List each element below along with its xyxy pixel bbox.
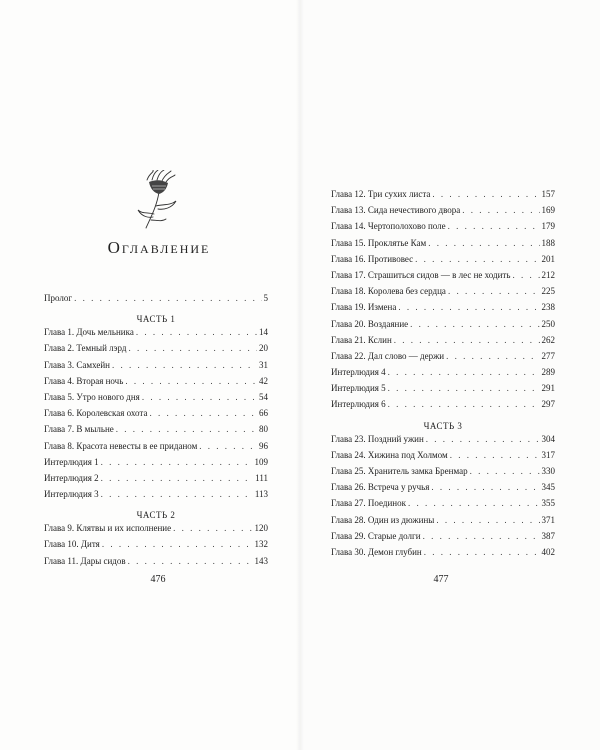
toc-left-column [44,293,268,572]
entry-page-number: 169 [541,205,555,216]
entry-page-number: 304 [541,433,555,444]
dot-leader [101,473,253,483]
entry-title: Глава 9. Клятвы и их исполнение [44,523,172,534]
entry-page-number: 355 [541,498,555,509]
toc-entry[interactable] [331,270,555,286]
entry-title: Глава 7. В мыльне [44,424,114,435]
entry-page-number: 188 [541,237,555,248]
entry-title: Глава 10. Дитя [44,539,100,550]
dot-leader [470,466,540,476]
toc-entry[interactable] [331,351,555,367]
entry-title: Глава 14. Чертополохово поле [331,221,446,232]
entry-page-number: 20 [259,343,268,354]
entry-page-number: 109 [254,456,268,467]
toc-entry[interactable] [44,457,268,473]
entry-title: Пролог [44,293,73,303]
entry-page-number: 225 [541,286,555,297]
dot-leader [448,286,540,296]
entry-page-number: 289 [541,367,555,378]
entry-page-number: 297 [541,399,555,410]
entry-title: Глава 5. Утро нового дня [44,391,140,402]
toc-entry[interactable] [331,450,555,466]
toc-entry[interactable] [331,482,555,498]
dot-leader [423,531,540,541]
dot-leader [426,434,540,444]
entry-title: Глава 12. Три сухих листа [331,189,431,199]
entry-page-number: 277 [541,350,555,361]
entry-page-number: 143 [254,555,268,566]
entry-page-number: 330 [541,466,555,476]
toc-entry[interactable] [44,376,268,392]
dot-leader [199,441,257,451]
contents-title: Оглавление [107,238,211,257]
toc-entry[interactable] [44,539,268,555]
toc-entry[interactable] [331,498,555,514]
entry-title: Интерлюдия 5 [331,383,386,394]
entry-title: Глава 24. Хижина под Холмом [331,449,448,460]
entry-page-number: 132 [254,539,268,550]
entry-title: Глава 8. Красота невесты в ее приданом [44,440,198,451]
entry-title: Глава 13. Сида нечестивого двора [331,205,461,216]
entry-title: Глава 19. Измена [331,302,397,313]
entry-page-number: 179 [541,221,555,232]
dot-leader [136,327,257,337]
toc-entry[interactable] [331,335,555,351]
part-heading: ЧАСТЬ 2 [136,510,176,521]
entry-page-number: 371 [541,514,555,525]
entry-title: Глава 21. Кслин [331,334,392,345]
dot-leader [394,335,540,345]
dot-leader [101,489,253,499]
entry-title: Интерлюдия 4 [331,367,386,378]
toc-entry[interactable] [331,367,555,383]
toc-entry[interactable] [331,286,555,302]
entry-title: Глава 17. Страшиться сидов — в лес не ходить [331,269,511,280]
entry-page-number: 291 [541,383,555,394]
entry-title: Глава 15. Проклятье Кам [331,237,427,248]
toc-entry[interactable] [44,441,268,457]
toc-entry[interactable] [331,515,555,531]
dot-leader [462,205,539,215]
entry-title: Глава 30. Демон глубин [331,546,422,557]
dot-leader [173,523,252,533]
dot-leader [408,498,540,508]
entry-page-number: 31 [259,359,268,370]
entry-page-number: 66 [259,408,268,419]
entry-title: Глава 3. Самхейн [44,359,110,370]
dot-leader [410,319,539,329]
toc-entry[interactable] [331,531,555,547]
entry-title: Глава 23. Поздний ужин [331,433,424,444]
dot-leader [450,450,540,460]
toc-entry[interactable] [331,238,555,254]
toc-entry[interactable] [44,327,268,343]
dot-leader [125,376,257,386]
toc-entry[interactable] [331,319,555,335]
toc-entry[interactable] [44,523,268,539]
dot-leader [448,221,540,231]
toc-entry[interactable] [331,434,555,450]
entry-title: Интерлюдия 6 [331,399,386,410]
toc-entry[interactable] [44,473,268,489]
dot-leader [128,556,253,566]
entry-title: Глава 25. Хранитель замка Бренмар [331,466,468,476]
entry-title: Интерлюдия 1 [44,456,99,467]
entry-title: Глава 29. Старые долги [331,530,421,541]
toc-entry[interactable] [44,489,268,505]
dot-leader [112,360,257,370]
entry-title: Глава 6. Королевская охота [44,408,148,419]
entry-page-number: 387 [541,530,555,541]
entry-title: Глава 1. Дочь мельника [44,327,134,338]
entry-title: Глава 22. Дал слово — держи [331,350,445,361]
entry-title: Глава 20. Воздаяние [331,318,409,329]
dot-leader [388,383,540,393]
dot-leader [398,302,539,312]
entry-page-number: 212 [541,269,555,280]
entry-title: Глава 11. Дары сидов [44,555,126,566]
toc-entry[interactable] [331,205,555,221]
dot-leader [116,424,257,434]
dot-leader [128,343,257,353]
toc-entry[interactable] [44,293,268,309]
dot-leader [101,457,253,467]
toc-entry[interactable] [44,408,268,424]
toc-entry[interactable] [331,254,555,270]
entry-page-number: 402 [541,546,555,557]
entry-title: Глава 4. Вторая ночь [44,375,124,386]
entry-page-number: 238 [541,302,555,313]
dot-leader [424,547,540,557]
thistle-icon [132,170,188,232]
toc-entry[interactable] [44,424,268,440]
entry-title: Глава 16. Противовес [331,253,414,264]
entry-page-number: 54 [259,391,268,402]
dot-leader [512,270,539,280]
part-heading: ЧАСТЬ 1 [136,314,176,325]
dot-leader [388,399,540,409]
toc-entry[interactable] [331,189,555,205]
entry-page-number: 201 [541,253,555,264]
toc-entry[interactable] [331,547,555,563]
toc-entry[interactable] [44,360,268,376]
toc-entry[interactable] [44,556,268,572]
entry-title: Глава 28. Один из дюжины [331,514,435,525]
entry-page-number: 42 [259,375,268,386]
toc-entry[interactable] [331,221,555,237]
dot-leader [102,539,253,549]
toc-entry[interactable] [44,392,268,408]
entry-page-number: 5 [263,293,268,303]
entry-page-number: 157 [541,189,555,199]
entry-title: Глава 18. Королева без сердца [331,286,446,297]
entry-page-number: 111 [255,472,268,483]
dot-leader [74,293,261,303]
entry-page-number: 96 [259,440,268,451]
dot-leader [149,408,257,418]
entry-title: Глава 26. Встреча у ручья [331,482,430,493]
part-heading: ЧАСТЬ 3 [423,420,463,431]
dot-leader [428,238,539,248]
toc-entry[interactable] [331,466,555,482]
entry-page-number: 120 [254,523,268,534]
entry-page-number: 113 [254,489,268,500]
entry-page-number: 262 [541,334,555,345]
toc-entry[interactable] [44,343,268,359]
toc-right-column [331,189,555,563]
entry-title: Интерлюдия 3 [44,489,99,500]
page-number-left: 476 [150,574,166,585]
entry-title: Глава 2. Темный лэрд [44,343,127,354]
dot-leader [142,392,257,402]
entry-title: Интерлюдия 2 [44,472,99,483]
dot-leader [446,351,539,361]
dot-leader [432,189,539,199]
toc-entry[interactable] [331,383,555,399]
book-gutter [296,0,304,750]
toc-entry[interactable] [331,399,555,415]
entry-page-number: 345 [541,482,555,493]
entry-page-number: 80 [259,424,268,435]
entry-page-number: 317 [541,449,555,460]
toc-entry[interactable] [331,302,555,318]
dot-leader [415,254,539,264]
dot-leader [436,515,539,525]
page-number-right: 477 [433,574,449,585]
entry-title: Глава 27. Поединок [331,498,406,509]
dot-leader [388,367,540,377]
entry-page-number: 250 [541,318,555,329]
dot-leader [431,482,539,492]
entry-page-number: 14 [259,327,268,338]
